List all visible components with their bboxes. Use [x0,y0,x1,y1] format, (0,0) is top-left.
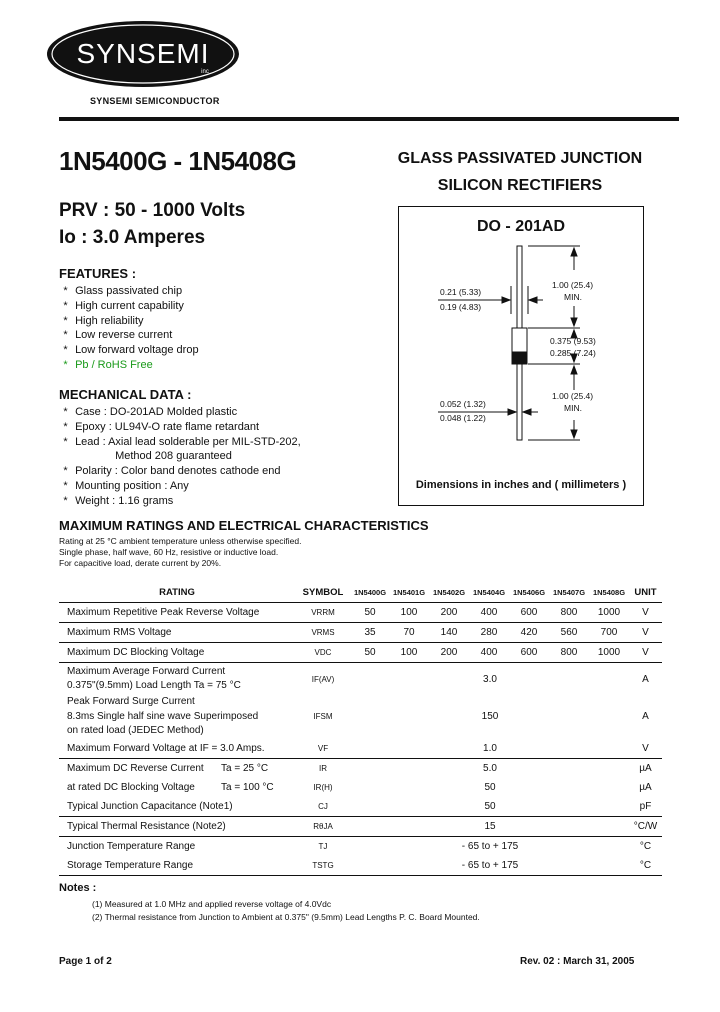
company-logo [45,19,241,89]
table-row: Maximum Average Forward Current 0.375"(9.5mm) Load Length Ta = 75 °C IF(AV) 3.0 A [59,663,662,696]
list-item: * High reliability [63,314,144,327]
dim-lead-len-bot: 1.00 (25.4) [552,391,594,401]
package-drawing [398,240,644,478]
features-title: FEATURES : [59,266,137,281]
table-row: at rated DC Blocking Voltage Ta = 100 °C IR(H) 50 µA [67,781,652,793]
list-item: * Mounting position : Any [63,479,189,492]
list-item: * Polarity : Color band denotes cathode end [63,465,281,478]
dim-lead-dia-max: 0.052 (1.32) [440,399,486,409]
list-item: * Low reverse current [63,329,173,342]
table-header: RATING SYMBOL 1N5400G 1N5401G 1N5402G 1N5404G 1N5406G 1N5407G 1N5408G UNIT [59,583,662,603]
dim-lead-len-top-min: MIN. [564,292,582,302]
dim-body-len-min: 0.285 (7.24) [550,348,596,358]
list-item: * Epoxy : UL94V-O rate flame retardant [63,420,260,433]
doc-title-line2: SILICON RECTIFIERS [437,177,603,194]
logo-text: SYNSEMI [76,38,210,69]
list-item: * Case : DO-201AD Molded plastic [63,406,238,418]
ratings-title: MAXIMUM RATINGS AND ELECTRICAL CHARACTERISTICS [59,518,429,533]
table-row: Maximum DC Blocking Voltage VDC 50 100 200 400 600 800 1000 V [59,643,662,663]
table-row: Typical Junction Capacitance (Note1) CJ 50 pF [67,800,652,812]
mechanical-title: MECHANICAL DATA : [59,387,192,402]
notes-title: Notes : [59,882,97,894]
dimensions-note: Dimensions in inches and ( millimeters ) [415,479,627,491]
dim-body-dia-min: 0.19 (4.83) [440,302,482,312]
list-item: * High current capability [63,299,184,312]
note-1: (1) Measured at 1.0 MHz and applied reverse voltage of 4.0Vdc [92,899,332,909]
list-item: * Low forward voltage drop [63,344,199,357]
list-item: * Weight : 1.16 grams [63,494,174,507]
mechanical-list [59,405,301,509]
table-row: Junction Temperature Range TJ - 65 to + 175 °C [59,836,662,856]
features-list [59,284,199,373]
list-item: * Glass passivated chip [63,285,183,297]
logo-inc: inc [201,69,209,75]
dim-body-dia-max: 0.21 (5.33) [440,287,482,297]
table-row: Maximum RMS Voltage VRMS 35 70 140 280 420 560 700 V [59,623,662,643]
notes-list [92,898,480,924]
dim-lead-dia-min: 0.048 (1.22) [440,413,486,423]
table-row: Maximum Forward Voltage at IF = 3.0 Amps. VF 1.0 V [67,742,649,754]
io-rating: Io : 3.0 Amperes [59,227,206,248]
note-2: (2) Thermal resistance from Junction to Ambient at 0.375" (9.5mm) Lead Lengths P. C. Board Mounted. [92,912,480,922]
dim-lead-len-bot-min: MIN. [564,403,582,413]
dim-body-len-max: 0.375 (9.53) [550,336,596,346]
list-item-cont: Method 208 guaranteed [115,450,232,463]
revision-date: Rev. 02 : March 31, 2005 [520,956,635,967]
page-number: Page 1 of 2 [59,956,112,967]
table-row: Maximum Repetitive Peak Reverse Voltage VRRM 50 100 200 400 600 800 1000 V [67,607,649,618]
table-row: Typical Thermal Resistance (Note2) RθJA 15 °C/W [59,816,662,836]
header-rule [59,117,679,121]
company-name: SYNSEMI SEMICONDUCTOR [90,96,220,106]
part-number: 1N5400G - 1N5408G [59,146,297,176]
table-row: Storage Temperature Range TSTG - 65 to + 175 °C [67,859,652,871]
package-name: DO - 201AD [476,218,566,235]
list-item-rohs: * Pb / RoHS Free [63,358,153,371]
table-row: Maximum DC Reverse Current Ta = 25 °C IR 5.0 µA [59,758,662,778]
prv-rating: PRV : 50 - 1000 Volts [59,200,246,221]
doc-title-line1: GLASS PASSIVATED JUNCTION [397,150,643,167]
dim-lead-len-top: 1.00 (25.4) [552,280,594,290]
list-item: * Lead : Axial lead solderable per MIL-STD-202, [63,435,301,448]
ratings-table [59,583,662,877]
table-row: Peak Forward Surge Current 8.3ms Single half sine wave Superimposed on rated load (JEDEC Method) IFSM 150 A [67,696,649,736]
ratings-conditions: Rating at 25 °C ambient temperature unless otherwise specified. Single phase, half wave, 60 Hz, resistive or inductive load. For capacitive load, derate current by 20%. [59,536,302,568]
